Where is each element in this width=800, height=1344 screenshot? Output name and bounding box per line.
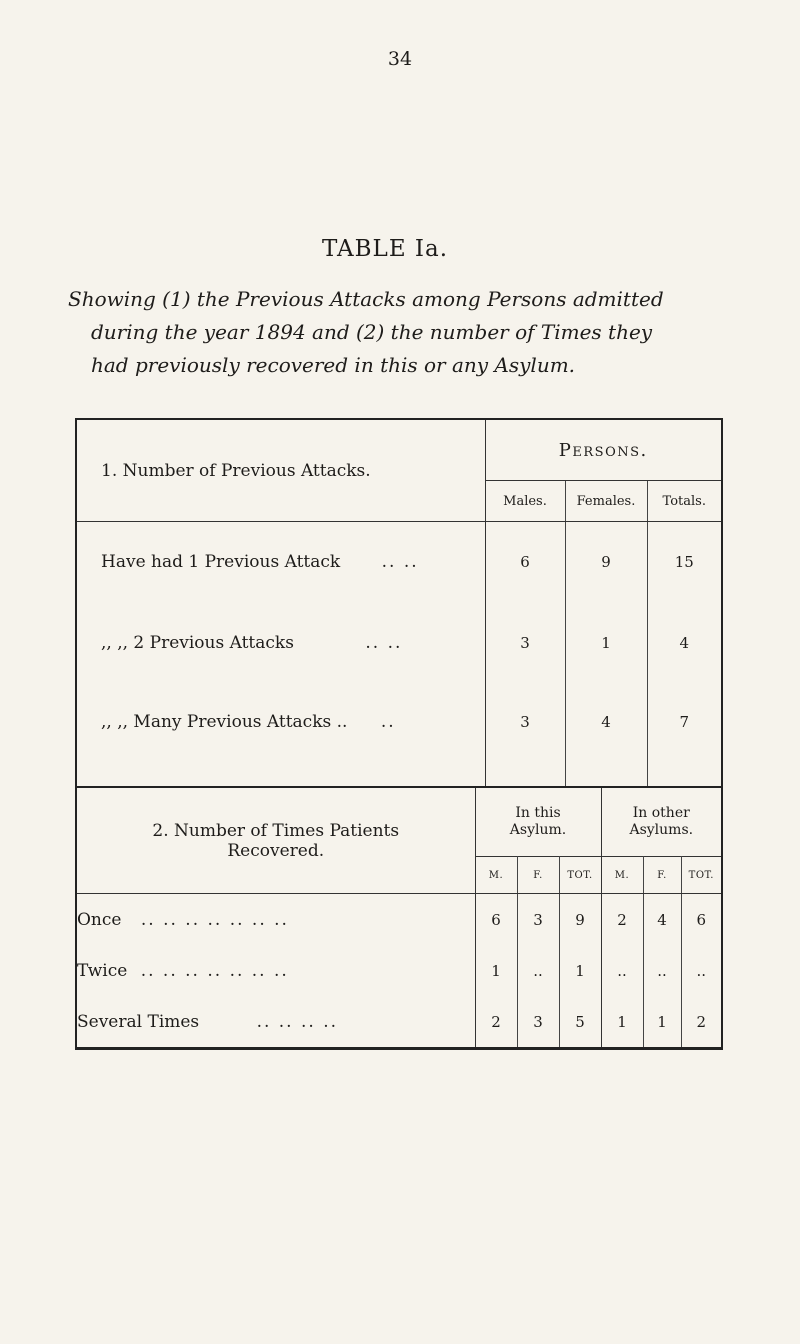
cell-value: 3 [485,682,565,762]
column-header-males: Males. [485,481,565,522]
table2-header-line-1: 2. Number of Times Patients [152,820,400,841]
leader-dots: .. .. [381,552,419,573]
cell-value: 5 [559,996,601,1047]
recoveries-table [75,788,723,1050]
cell-value: 9 [565,522,647,603]
cell-value: 2 [696,1012,707,1031]
cell-value: 1 [475,946,517,997]
cell-value: 1 [643,996,681,1047]
cell-value: 6 [475,894,517,946]
row-label: Once [77,909,122,930]
subtitle-line-3: had previously recovered in this or any Asylum. [91,353,576,377]
cell-value: 2 [475,996,517,1047]
column-header-tot: TOT. [681,857,721,894]
table2-header [77,788,475,894]
leader-dots: .. [380,712,396,733]
column-header-totals: Totals. [647,481,721,522]
cell-value: 1 [559,946,601,997]
cell-value: .. [643,946,681,997]
leader-dots: .. .. .. .. .. .. .. [140,960,289,981]
cell-value: 1 [601,996,643,1047]
cell-value: 6 [696,910,707,929]
cell-value: 3 [517,996,559,1047]
cell-value: 4 [565,682,647,762]
table-title: TABLE Ia. [321,236,449,262]
column-header-f: F. [643,857,681,894]
subtitle-line-1: Showing (1) the Previous Attacks among Persons admitted [68,287,664,311]
column-header-m: M. [601,857,643,894]
persons-group-header: Persons. [485,420,721,481]
column-header-f: F. [517,857,559,894]
table-row [77,682,721,762]
cell-value: 9 [559,894,601,946]
cell-value: 4 [679,633,690,652]
leader-dots: .. .. .. .. .. .. .. [140,909,289,930]
row-label: ,, ,, Many Previous Attacks .. [101,712,348,733]
cell-value: 15 [674,553,694,572]
row-label: ,, ,, 2 Previous Attacks [101,632,294,653]
cell-value: 4 [643,894,681,946]
column-header-m: M. [475,857,517,894]
cell-value: .. [601,946,643,997]
row-label: Several Times [77,1011,200,1032]
table-row [77,603,721,683]
leader-dots: .. .. .. .. [256,1011,339,1032]
cell-value: 1 [565,603,647,683]
cell-value: 6 [485,522,565,603]
cell-value: 3 [485,603,565,683]
row-label: Twice [77,960,128,981]
page-number: 34 [387,48,413,70]
cell-value: 2 [601,894,643,946]
cell-value: 3 [517,894,559,946]
column-header-tot: TOT. [559,857,601,894]
table-row [77,946,721,997]
table-row [77,894,721,946]
table-row [77,522,721,603]
leader-dots: .. .. [365,632,403,653]
row-label: Have had 1 Previous Attack [101,552,341,573]
table2-header-line-2: Recovered. [227,840,325,861]
table-subtitle [68,283,758,382]
cell-value: 7 [679,713,690,732]
previous-attacks-table [75,418,723,788]
table1-header: 1. Number of Previous Attacks. [77,420,485,522]
group-header-other-asylums: In other Asylums. [629,805,694,838]
column-header-females: Females. [565,481,647,522]
table-row [77,996,721,1047]
cell-value: .. [696,961,707,980]
group-header-this-asylum: In this Asylum. [475,788,601,857]
cell-value: .. [517,946,559,997]
subtitle-line-2: during the year 1894 and (2) the number of Times they [91,320,653,344]
